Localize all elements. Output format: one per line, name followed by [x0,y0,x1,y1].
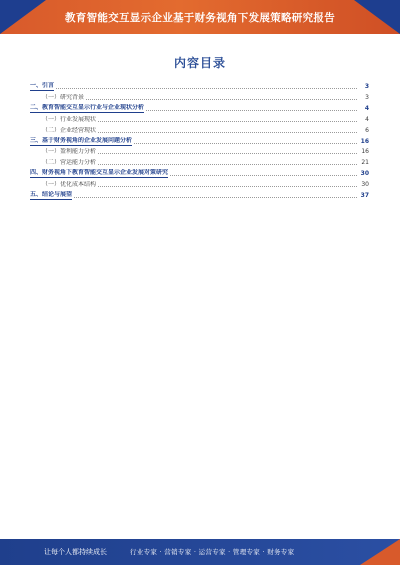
toc-leader-dots [170,175,357,176]
toc-entry-text: 五、结论与展望 [30,191,73,198]
toc-entry-text: （一）研究背景 [42,93,85,101]
toc-page-number: 6 [365,126,369,134]
toc-page-number: 30 [361,181,369,189]
toc-leader-dots [134,143,357,144]
page-footer [0,539,400,565]
toc-leader-dots [98,186,357,187]
toc-page-number: 4 [364,104,369,112]
toc-leader-dots [98,121,357,122]
toc-page-number: 3 [364,83,369,90]
footer-decoration [360,539,400,565]
toc-leader-dots [74,197,357,198]
toc-entry[interactable] [30,157,369,167]
toc-entry-text: 二、教育智能交互显示行业与企业现状分析 [30,103,145,111]
toc-heading: 内容目录 [173,56,226,70]
toc-entry-text: 三、基于财务视角的企业发展问题分析 [30,136,133,144]
toc-page-number: 4 [365,115,369,123]
table-of-contents [30,81,369,526]
report-title: 教育智能交互显示企业基于财务视角下发展策略研究报告 [65,12,335,24]
toc-entry[interactable] [30,136,369,146]
report-header [0,0,400,34]
toc-entry[interactable] [30,92,369,102]
toc-page-number: 30 [360,170,369,178]
toc-leader-dots [56,88,357,89]
footer-tagline: 行业专家 · 营销专家 · 运营专家 · 管理专家 · 财务专家 [130,548,295,556]
toc-entry-text: 一、引言 [30,82,55,89]
toc-leader-dots [98,153,357,154]
toc-page-number: 16 [360,137,369,145]
toc-entry-text: 四、财务视角下教育智能交互显示企业发展对策研究 [30,169,169,177]
toc-entry[interactable] [30,168,369,178]
toc-entry[interactable] [30,190,369,200]
toc-entry[interactable] [30,103,369,113]
toc-page-number: 3 [365,93,369,101]
toc-page-number: 37 [360,192,369,199]
toc-entry[interactable] [30,146,369,156]
toc-entry[interactable] [30,179,369,189]
toc-entry-text: （一）优化成本结构 [42,181,97,189]
toc-entry[interactable] [30,81,369,91]
toc-entry[interactable] [30,114,369,124]
toc-page-number: 16 [361,148,369,156]
toc-leader-dots [98,164,357,165]
toc-entry-text: （二）营运能力分析 [42,159,97,167]
toc-leader-dots [86,99,357,100]
toc-entry-text: （二）企业经营现状 [42,126,97,134]
toc-entry-text: （一）盈利能力分析 [42,148,97,156]
toc-leader-dots [98,132,357,133]
footer-slogan: 让每个人都持续成长 [44,548,107,556]
toc-entry[interactable] [30,125,369,135]
toc-page-number: 21 [361,159,369,167]
toc-leader-dots [146,110,357,111]
toc-entry-text: （一）行业发展现状 [42,115,97,123]
